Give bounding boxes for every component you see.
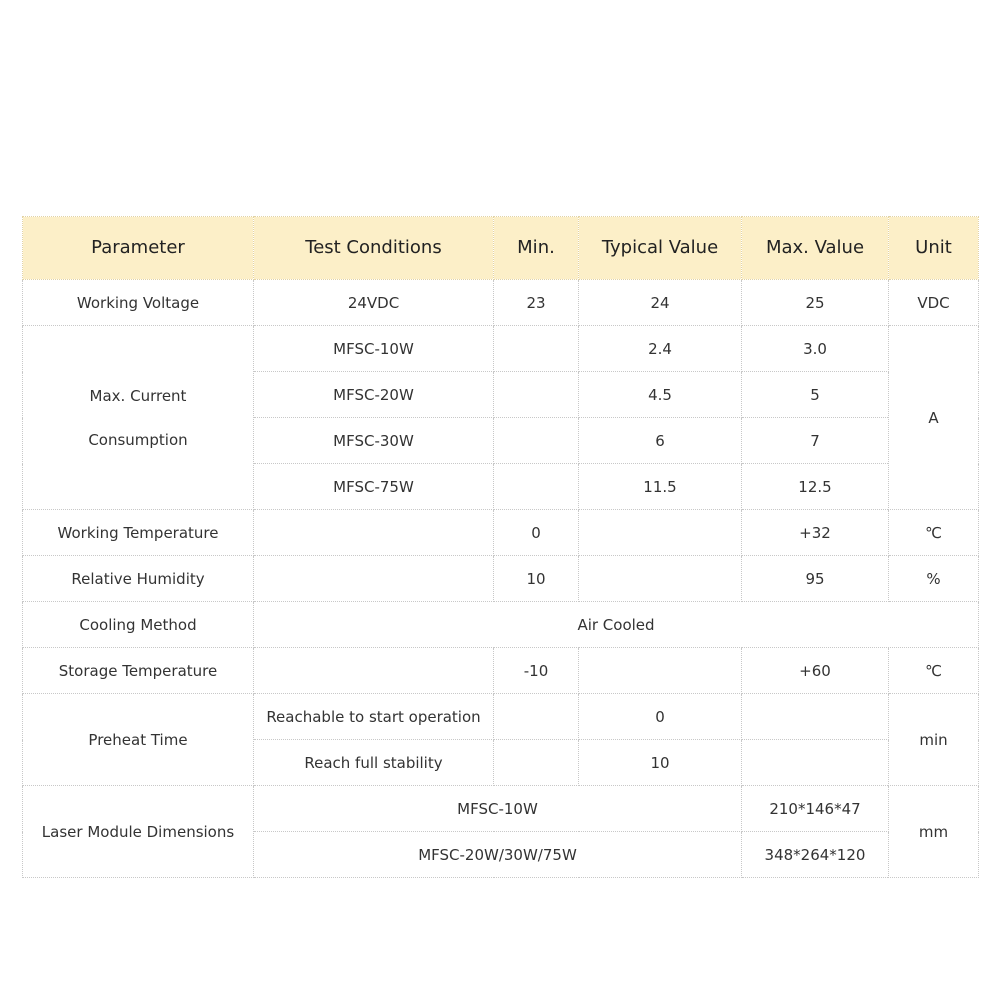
working-voltage-unit: VDC [889, 280, 979, 326]
storage-temperature-unit: ℃ [889, 648, 979, 694]
current-typical: 2.4 [579, 326, 742, 372]
current-condition: MFSC-20W [254, 372, 494, 418]
current-max: 5 [742, 372, 889, 418]
preheat-time-parameter: Preheat Time [23, 694, 254, 786]
header-typical-value: Typical Value [579, 217, 742, 280]
working-temperature-max: +32 [742, 510, 889, 556]
current-min [494, 418, 579, 464]
working-voltage-parameter: Working Voltage [23, 280, 254, 326]
current-typical: 11.5 [579, 464, 742, 510]
relative-humidity-typical [579, 556, 742, 602]
current-typical: 6 [579, 418, 742, 464]
relative-humidity-condition [254, 556, 494, 602]
relative-humidity-min: 10 [494, 556, 579, 602]
table-row [23, 556, 979, 602]
table-row [23, 602, 979, 648]
specification-table [22, 216, 979, 878]
header-parameter: Parameter [23, 217, 254, 280]
working-voltage-condition: 24VDC [254, 280, 494, 326]
header-row [23, 217, 979, 280]
cooling-method-parameter: Cooling Method [23, 602, 254, 648]
relative-humidity-max: 95 [742, 556, 889, 602]
preheat-condition: Reachable to start operation [254, 694, 494, 740]
current-min [494, 326, 579, 372]
working-voltage-min: 23 [494, 280, 579, 326]
header-max-value: Max. Value [742, 217, 889, 280]
preheat-max [742, 740, 889, 786]
header-unit: Unit [889, 217, 979, 280]
current-parameter-line2: Consumption [88, 430, 188, 449]
table-row [23, 280, 979, 326]
current-parameter-line1: Max. Current [89, 386, 187, 405]
preheat-typical: 0 [579, 694, 742, 740]
working-temperature-parameter: Working Temperature [23, 510, 254, 556]
preheat-max [742, 694, 889, 740]
working-temperature-min: 0 [494, 510, 579, 556]
table-row [23, 326, 979, 372]
dimensions-model: MFSC-20W/30W/75W [254, 832, 742, 878]
current-condition: MFSC-30W [254, 418, 494, 464]
preheat-time-unit: min [889, 694, 979, 786]
preheat-condition: Reach full stability [254, 740, 494, 786]
current-min [494, 464, 579, 510]
current-parameter [23, 326, 254, 510]
header-test-conditions: Test Conditions [254, 217, 494, 280]
cooling-method-value: Air Cooled [254, 602, 979, 648]
current-max: 7 [742, 418, 889, 464]
dimensions-parameter: Laser Module Dimensions [23, 786, 254, 878]
current-condition: MFSC-75W [254, 464, 494, 510]
dimensions-value: 210*146*47 [742, 786, 889, 832]
dimensions-value: 348*264*120 [742, 832, 889, 878]
table-row [23, 694, 979, 740]
working-voltage-max: 25 [742, 280, 889, 326]
preheat-min [494, 694, 579, 740]
table-row [23, 510, 979, 556]
preheat-typical: 10 [579, 740, 742, 786]
current-condition: MFSC-10W [254, 326, 494, 372]
current-unit: A [889, 326, 979, 510]
table-row [23, 648, 979, 694]
current-max: 3.0 [742, 326, 889, 372]
dimensions-unit: mm [889, 786, 979, 878]
relative-humidity-parameter: Relative Humidity [23, 556, 254, 602]
storage-temperature-max: +60 [742, 648, 889, 694]
working-voltage-typical: 24 [579, 280, 742, 326]
relative-humidity-unit: % [889, 556, 979, 602]
working-temperature-typical [579, 510, 742, 556]
storage-temperature-condition [254, 648, 494, 694]
storage-temperature-min: -10 [494, 648, 579, 694]
current-max: 12.5 [742, 464, 889, 510]
preheat-min [494, 740, 579, 786]
current-typical: 4.5 [579, 372, 742, 418]
working-temperature-unit: ℃ [889, 510, 979, 556]
current-min [494, 372, 579, 418]
storage-temperature-parameter: Storage Temperature [23, 648, 254, 694]
dimensions-model: MFSC-10W [254, 786, 742, 832]
table-row [23, 786, 979, 832]
working-temperature-condition [254, 510, 494, 556]
header-min: Min. [494, 217, 579, 280]
storage-temperature-typical [579, 648, 742, 694]
